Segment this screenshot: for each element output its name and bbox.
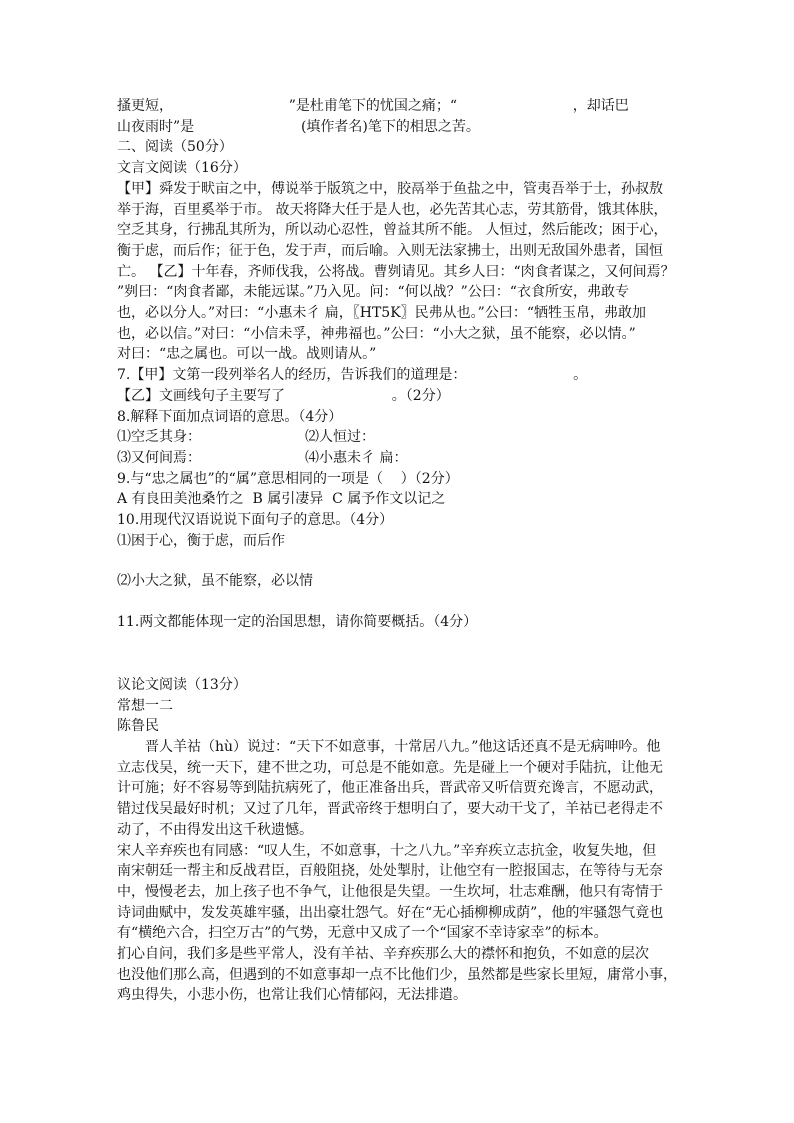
answer-space [117,551,687,571]
question-10-item-1: ⑴困于心，衡于虑，而后作 [117,532,285,549]
passage-line: ”刿曰：“肉食者鄙，未能远谋。”乃入见。问：“何以战？”公曰：“衣食所安，弗敢专 [117,284,629,301]
article-line: 鸡虫得失，小悲小伤，也常让我们心情郁闷，无法排遣。 [117,987,467,1004]
article-line: 宋人辛弃疾也有同感：“叹人生，不如意事，十之八九。”辛弃疾立志抗金，收复失地，但 [117,842,657,859]
question-9-options: A 有良田美池桑竹之 B 属引凄异 C 属予作文以记之 [117,491,446,508]
article-title: 常想一二 [117,697,173,714]
article-line: 也没他们那么高，但遇到的不如意事却一点不比他们少，虽然都是些家长里短，庸常小事， [117,966,677,983]
passage-line: 亡。 【乙】十年春，齐师伐我，公将战。曹刿请见。其乡人曰：“肉食者谋之，又何间焉？ [117,263,675,280]
answer-space [117,592,687,612]
article-line: 立志伐吴，统一天下，建不世之功，可总是不能如意。先是碰上一个硬对手陆抗，让他无 [117,759,663,776]
passage-line: 也，必以信。”对曰：“小信未孚，神弗福也。”公曰：“小大之狱，虽不能察，必以情。” [117,325,636,342]
passage-line: 衡于虑，而后作；征于色，发于声，而后喻。入则无法家拂士，出则无敌国外患者，国恒 [117,242,663,259]
passage-line: 也，必以分人。”对曰：“小惠未彳 扁，〖HT5K〗民弗从也。”公曰：“牺牲玉帛，弗敢加 [117,305,646,322]
passage-line: 举于海，百里奚举于市。 故天将降大任于是人也，必先苦其心志，劳其筋骨，饿其体肤， [117,201,668,218]
poetry-fill-line-2: 山夜雨时”是 (填作者名)笔下的相思之苦。 [117,118,480,135]
question-8-row-1 [117,427,687,448]
question-8-item-1: ⑴空乏其身： [117,429,201,446]
question-10-item-2: ⑵小大之狱，虽不能察，必以情 [117,573,313,590]
article-line: 计可施；好不容易等到陆抗病死了，他正准备出兵，晋武帝又听信贾充谗言，不愿动武， [117,780,663,797]
question-11: 11.两文都能体现一定的治国思想，请你简要概括。（4分） [117,614,478,631]
question-8: 8.解释下面加点词语的意思。（4分） [117,408,343,425]
article-line: 晋人羊祜（hù）说过：“天下不如意事，十常居八九。”他这话还真不是无病呻吟。他 [145,738,661,755]
passage-line: 【甲】舜发于畎亩之中，傅说举于版筑之中，胶鬲举于鱼盐之中，管夷吾举于士，孙叔敖 [117,180,663,197]
subsection-heading-classical: 文言文阅读（16分） [117,160,247,177]
question-7-part-b: 【乙】文画线句子主要写了 。（2分） [117,387,450,404]
article-line: 南宋朝廷一帮主和反战君臣，百般阻挠，处处掣肘，让他空有一腔报国志，在等待与无奈 [117,863,663,880]
question-8-item-4: ⑷小惠未彳 扁： [305,449,408,466]
question-8-item-2: ⑵人恒过： [305,429,375,446]
answer-space [117,633,687,675]
article-line: 错过伐吴最好时机；又过了几年，晋武帝终于想明白了，要大动干戈了，羊祜已老得走不 [117,801,663,818]
section-heading-reading: 二、阅读（50分） [117,139,233,156]
article-line: 有“横绝六合，扫空万古”的气势，无意中又成了一个“国家不幸诗家幸”的标本。 [117,925,608,942]
poetry-fill-line-1: 搔更短， ”是杜甫笔下的忧国之痛；“ ，却话巴 [117,98,629,114]
question-8-row-2 [117,448,687,469]
article-author: 陈鲁民 [117,718,159,735]
question-8-item-3: ⑶又何间焉： [117,449,201,466]
article-line: 动了，不由得发出这千秋遗憾。 [117,821,313,838]
subsection-heading-argumentative: 议论文阅读（13分） [117,676,247,693]
document-page [117,96,687,1006]
passage-line: 对曰：“忠之属也。可以一战。战则请从。” [117,346,377,363]
question-9: 9.与“忠之属也”的“属”意思相同的一项是（ ）（2分） [117,470,459,487]
question-10: 10.用现代汉语说说下面句子的意思。（4分） [117,512,394,529]
article-line: 扪心自问，我们多是些平常人，没有羊祜、辛弃疾那么大的襟怀和抱负，不如意的层次 [117,946,649,963]
passage-line: 空乏其身，行拂乱其所为，所以动心忍性，曾益其所不能。 人恒过，然后能改；困于心， [117,222,668,239]
article-line: 诗词曲赋中，发发英雄牢骚，出出豪壮怨气。好在“无心插柳柳成荫”，他的牢骚怨气竟也 [117,904,664,921]
question-7: 7.【甲】文第一段列举名人的经历，告诉我们的道理是： 。 [117,367,588,384]
article-line: 中，慢慢老去，加上孩子也不争气，让他很是失望。一生坎坷，壮志难酬，他只有寄情于 [117,883,663,900]
